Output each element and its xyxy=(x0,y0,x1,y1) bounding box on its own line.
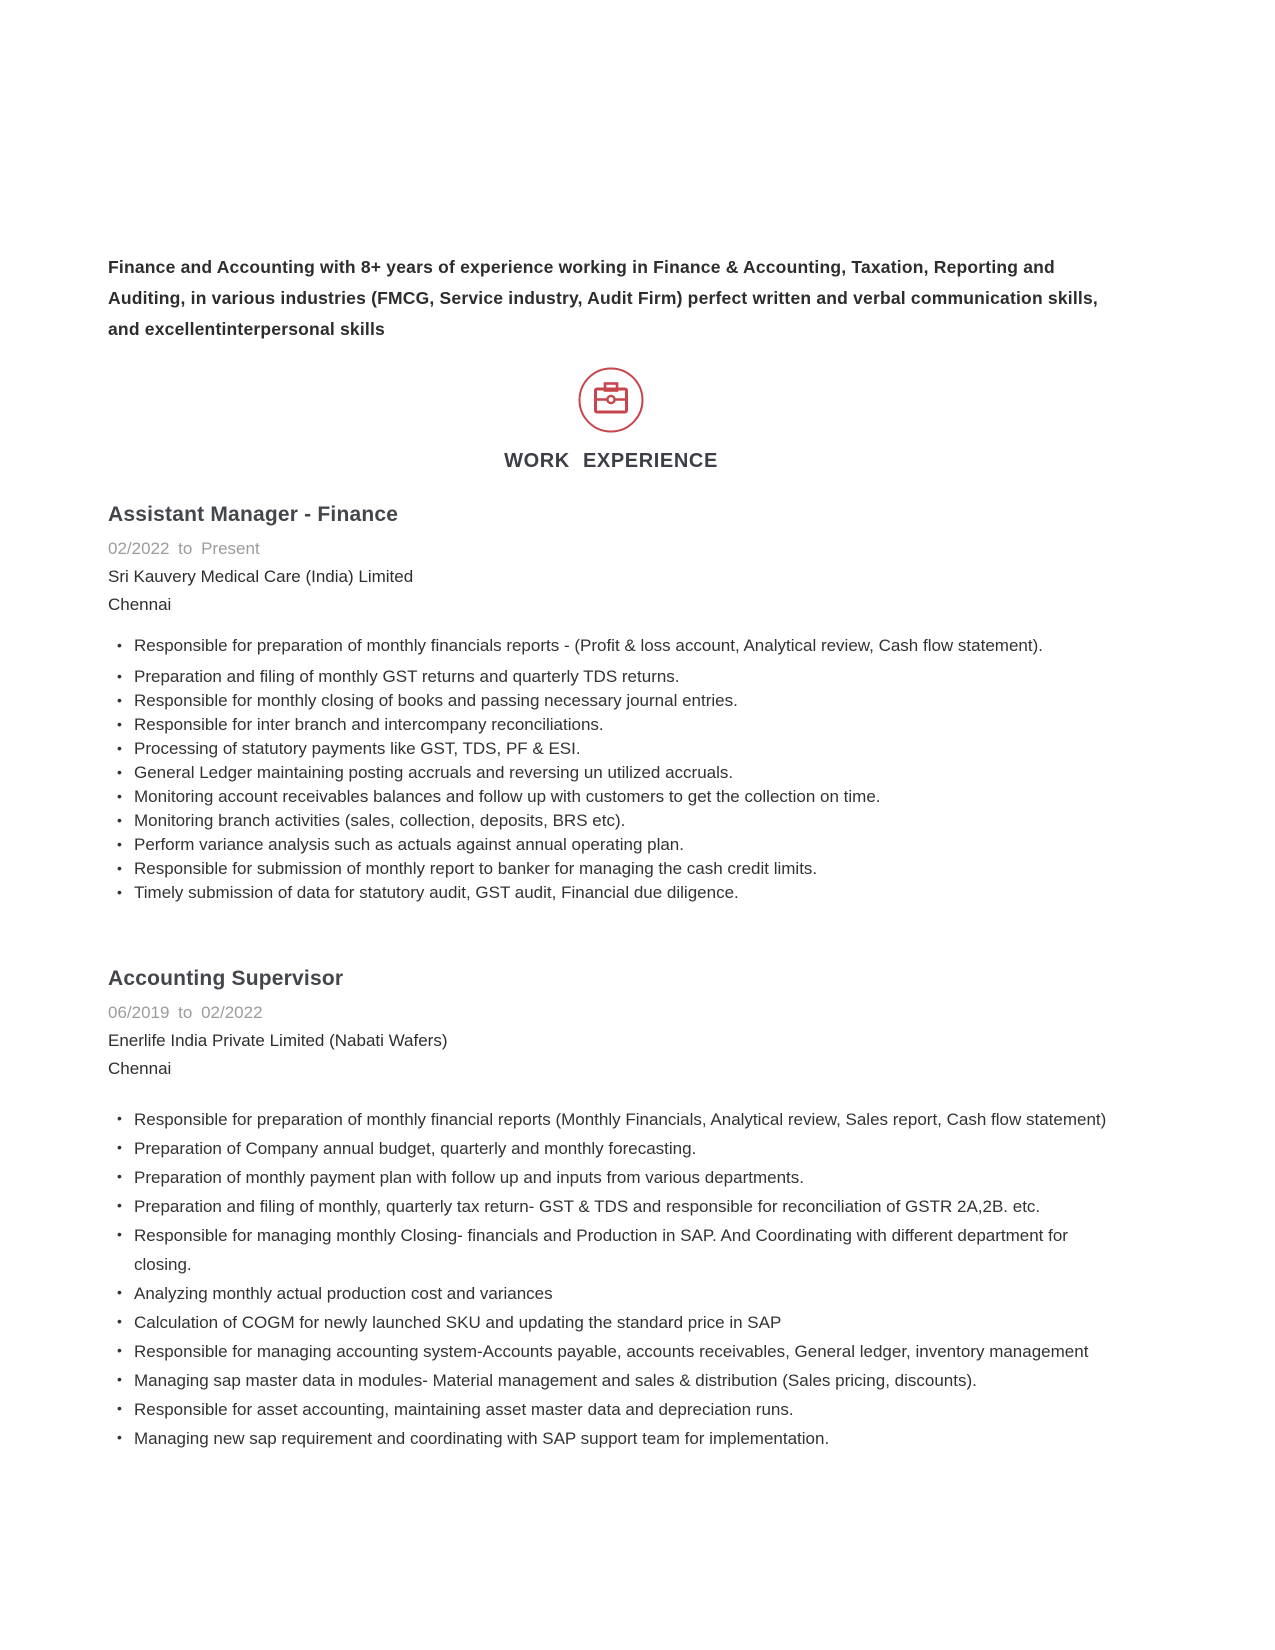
bullet-item: • Monitoring account receivables balances and follow up with customers to get the collection on time. xyxy=(108,785,1114,809)
job-bullet-list xyxy=(108,631,1114,905)
job-title: Assistant Manager - Finance xyxy=(108,503,399,526)
job-entry-assistant-manager xyxy=(108,503,1114,905)
bullet-item: • Monitoring branch activities (sales, collection, deposits, BRS etc). xyxy=(108,809,1114,833)
bullet-item: • Responsible for asset accounting, maintaining asset master data and depreciation runs. xyxy=(108,1395,1114,1424)
bullet-item: • Preparation and filing of monthly, quarterly tax return- GST & TDS and responsible for reconciliation of GSTR 2A,2B. etc. xyxy=(108,1192,1114,1221)
bullet-item: • Managing new sap requirement and coordinating with SAP support team for implementation. xyxy=(108,1424,1114,1453)
job-entry-accounting-supervisor xyxy=(108,967,1114,1453)
job-company: Enerlife India Private Limited (Nabati Wafers) xyxy=(108,1031,448,1050)
bullet-item: • Responsible for managing accounting system-Accounts payable, accounts receivables, General ledger, inventory management xyxy=(108,1337,1114,1366)
bullet-item: • Processing of statutory payments like GST, TDS, PF & ESI. xyxy=(108,737,1114,761)
resume-content xyxy=(108,0,1114,1453)
bullet-item: • Responsible for preparation of monthly financials reports - (Profit & loss account, Analytical review, Cash flow statement). xyxy=(108,631,1114,661)
work-experience-section-header xyxy=(108,367,1114,473)
bullet-item: • General Ledger maintaining posting accruals and reversing un utilized accruals. xyxy=(108,761,1114,785)
bullet-item: • Preparation of monthly payment plan with follow up and inputs from various departments. xyxy=(108,1163,1114,1192)
summary-text: Finance and Accounting with 8+ years of experience working in Finance & Accounting, Taxation, Reporting and Auditing, in various industries (FMCG, Service industry, Audit Firm) perfect written and verbal communication skills, and excellentinterpersonal skills xyxy=(108,257,1098,339)
job-date-range: 02/2022 to Present xyxy=(108,539,260,558)
bullet-item: • Responsible for managing monthly Closing- financials and Production in SAP. And Coordinating with different department for closing. xyxy=(108,1221,1114,1279)
bullet-item: • Responsible for inter branch and intercompany reconciliations. xyxy=(108,713,1114,737)
bullet-item: • Preparation and filing of monthly GST returns and quarterly TDS returns. xyxy=(108,665,1114,689)
bullet-item: • Analyzing monthly actual production cost and variances xyxy=(108,1279,1114,1308)
bullet-item: • Responsible for preparation of monthly financial reports (Monthly Financials, Analytical review, Sales report, Cash flow statement) xyxy=(108,1105,1114,1134)
bullet-item: • Timely submission of data for statutory audit, GST audit, Financial due diligence. xyxy=(108,881,1114,905)
bullet-item: • Preparation of Company annual budget, quarterly and monthly forecasting. xyxy=(108,1134,1114,1163)
bullet-item: • Calculation of COGM for newly launched SKU and updating the standard price in SAP xyxy=(108,1308,1114,1337)
bullet-item: • Managing sap master data in modules- Material management and sales & distribution (Sales pricing, discounts). xyxy=(108,1366,1114,1395)
bullet-item: • Responsible for submission of monthly report to banker for managing the cash credit limits. xyxy=(108,857,1114,881)
section-title: WORK EXPERIENCE xyxy=(504,450,718,472)
job-title: Accounting Supervisor xyxy=(108,967,344,990)
job-location: Chennai xyxy=(108,595,172,614)
bullet-item: • Responsible for monthly closing of books and passing necessary journal entries. xyxy=(108,689,1114,713)
briefcase-icon xyxy=(578,367,644,433)
job-date-range: 06/2019 to 02/2022 xyxy=(108,1003,263,1022)
job-bullet-list xyxy=(108,1105,1114,1453)
bullet-item: • Perform variance analysis such as actuals against annual operating plan. xyxy=(108,833,1114,857)
job-location: Chennai xyxy=(108,1059,172,1078)
job-company: Sri Kauvery Medical Care (India) Limited xyxy=(108,567,414,586)
